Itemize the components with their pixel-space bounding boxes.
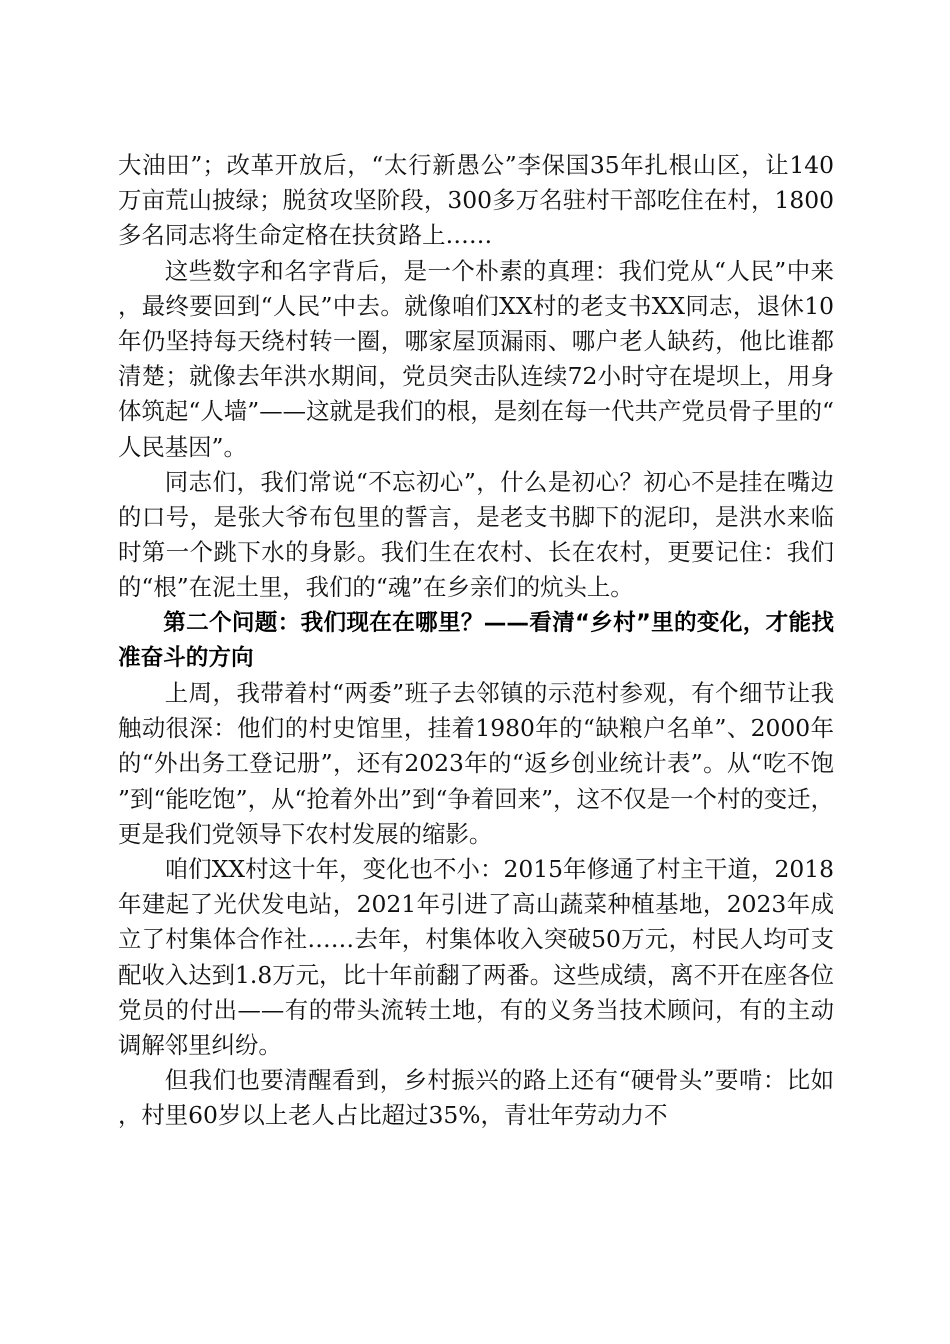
paragraph: 上周，我带着村“两委”班子去邻镇的示范村参观，有个细节让我触动很深：他们的村史馆里，挂着1980年的“缺粮户名单”、2000年的“外出务工登记册”，还有2023年的“返乡创业统计表”。从“吃不饱”到“能吃饱”，从“抢着外出”到“争着回来”，这不仅是一个村的变迁，更是我们党领导下农村发展的缩影。 [118,679,834,848]
paragraph-continued: 大油田”；改革开放后，“太行新愚公”李保国35年扎根山区，让140万亩荒山披绿；脱贫攻坚阶段，300多万名驻村干部吃住在村，1800多名同志将生命定格在扶贫路上…… [118,151,834,250]
paragraph: 同志们，我们常说“不忘初心”，什么是初心？初心不是挂在嘴边的口号，是张大爷布包里的誓言，是老支书脚下的泥印，是洪水来临时第一个跳下水的身影。我们生在农村、长在农村，更要记住：我们的“根”在泥土里，我们的“魂”在乡亲们的炕头上。 [118,467,834,602]
paragraph: 咱们XX村这十年，变化也不小：2015年修通了村主干道，2018年建起了光伏发电站，2021年引进了高山蔬菜种植基地，2023年成立了村集体合作社……去年，村集体收入突破50万元，村民人均可支配收入达到1.8万元，比十年前翻了两番。这些成绩，离不开在座各位党员的付出——有的带头流转土地，有的义务当技术顾问，有的主动调解邻里纠纷。 [118,855,834,1060]
paragraph: 但我们也要清醒看到，乡村振兴的路上还有“硬骨头”要啃：比如，村里60岁以上老人占比超过35%，青壮年劳动力不 [118,1066,834,1130]
section-heading: 第二个问题：我们现在在哪里？——看清“乡村”里的变化，才能找准奋斗的方向 [118,609,834,671]
paragraph: 这些数字和名字背后，是一个朴素的真理：我们党从“人民”中来，最终要回到“人民”中去。就像咱们XX村的老支书XX同志，退休10年仍坚持每天绕村转一圈，哪家屋顶漏雨、哪户老人缺药，他比谁都清楚；就像去年洪水期间，党员突击队连续72小时守在堤坝上，用身体筑起“人墙”——这就是我们的根，是刻在每一代共产党员骨子里的“人民基因”。 [118,256,834,461]
document-body [118,148,834,1134]
